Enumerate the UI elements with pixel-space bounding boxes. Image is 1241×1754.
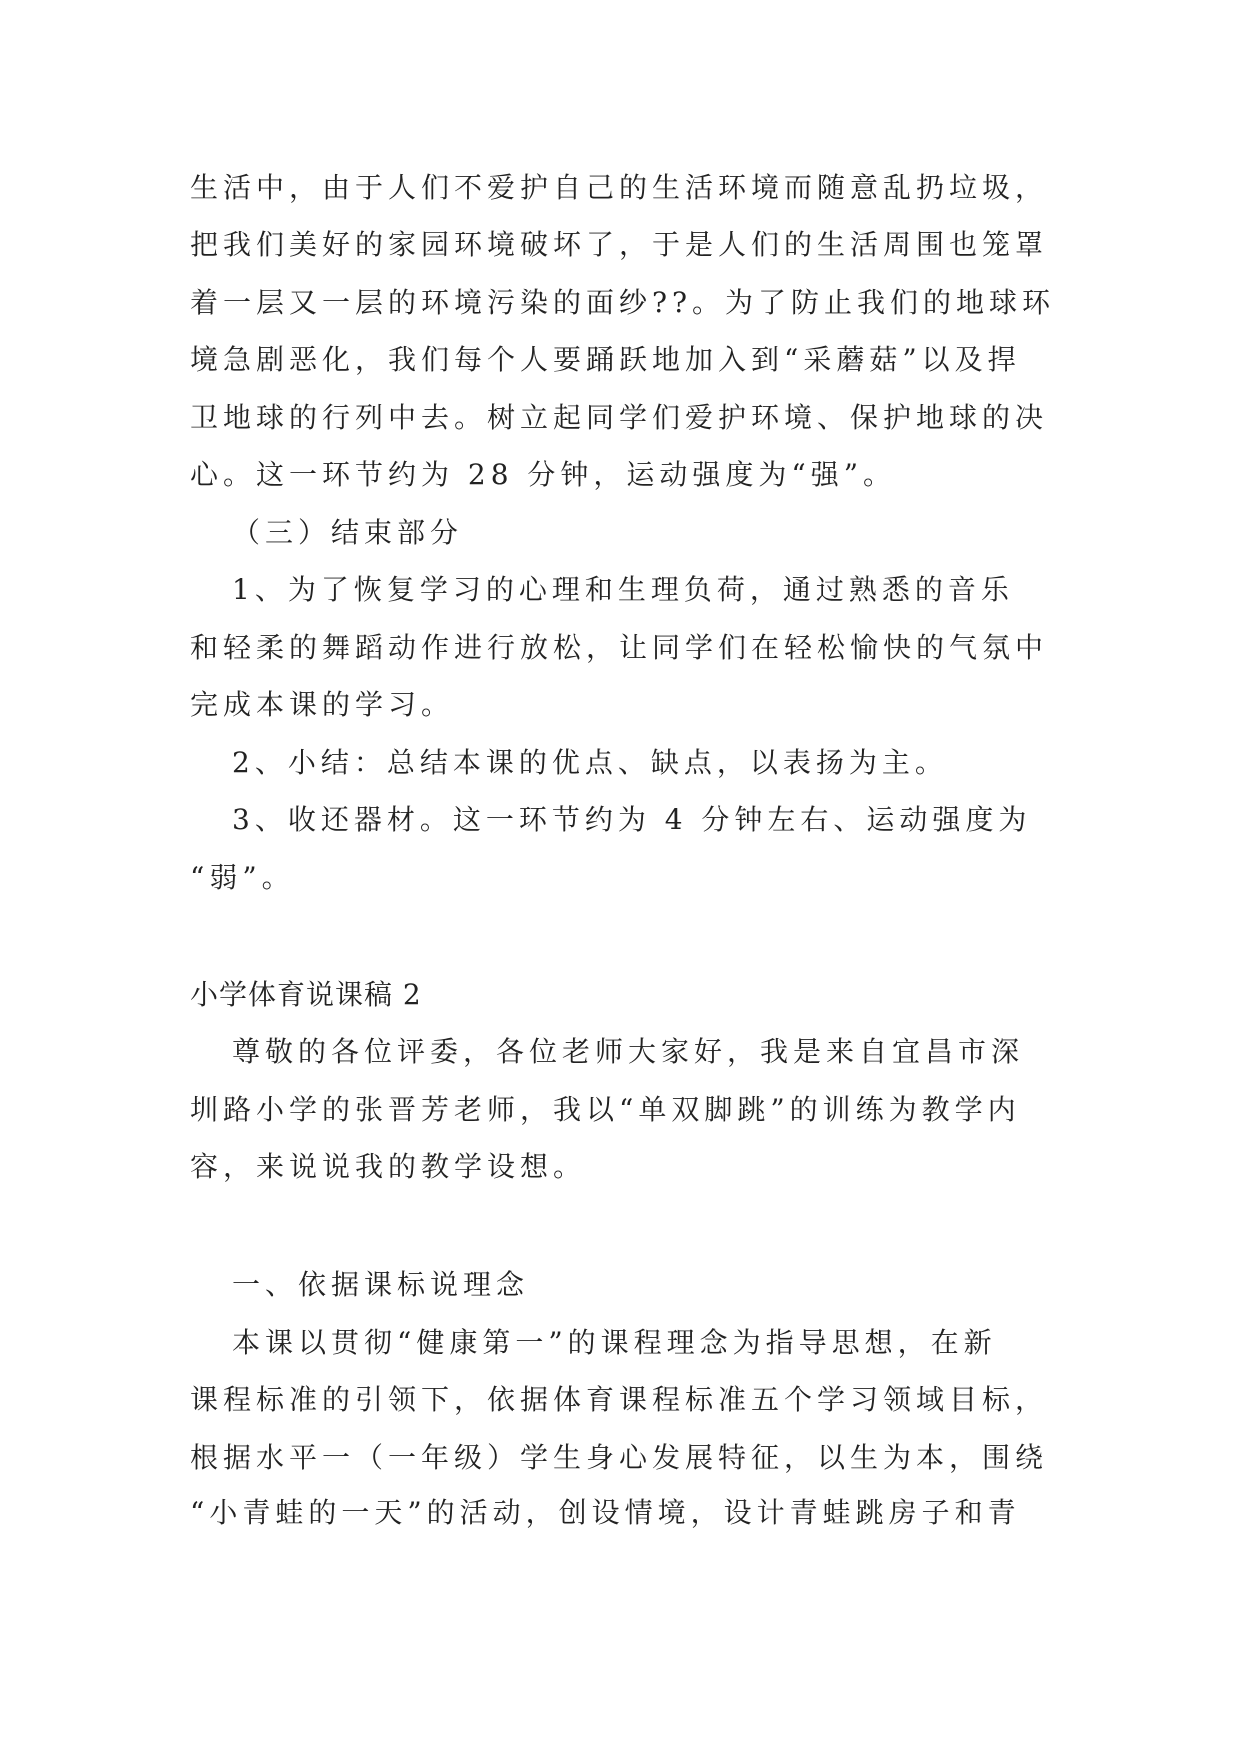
document-title: 小学体育说课稿 2 <box>190 978 422 1011</box>
paragraph-line: 卫地球的行列中去。树立起同学们爱护环境、保护地球的决 <box>190 401 1049 434</box>
paragraph-line: “弱”。 <box>190 861 295 894</box>
paragraph-line: 把我们美好的家园环境破坏了，于是人们的生活周围也笼罩 <box>190 228 1049 261</box>
paragraph-line: 完成本课的学习。 <box>190 688 455 721</box>
paragraph-line: 根据水平一（一年级）学生身心发展特征，以生为本，围绕 <box>190 1441 1049 1474</box>
paragraph-line: 课程标准的引领下，依据体育课程标准五个学习领域目标， <box>190 1383 1049 1416</box>
paragraph-line: 生活中，由于人们不爱护自己的生活环境而随意乱扔垃圾， <box>190 171 1049 204</box>
paragraph-line: 和轻柔的舞蹈动作进行放松，让同学们在轻松愉快的气氛中 <box>190 631 1049 664</box>
paragraph-line: 着一层又一层的环境污染的面纱??。为了防止我们的地球环 <box>190 286 1056 319</box>
section-heading: （三）结束部分 <box>232 516 464 549</box>
paragraph-line: 3、收还器材。这一环节约为 4 分钟左右、运动强度为 <box>232 803 1032 836</box>
paragraph-line: “小青蛙的一天”的活动，创设情境，设计青蛙跳房子和青 <box>190 1496 1021 1529</box>
paragraph-line: 圳路小学的张晋芳老师，我以“单双脚跳”的训练为教学内 <box>190 1093 1021 1126</box>
paragraph-line: 1、为了恢复学习的心理和生理负荷，通过熟悉的音乐 <box>232 573 1014 606</box>
paragraph-line: 容，来说说我的教学设想。 <box>190 1150 587 1183</box>
paragraph-line: 2、小结：总结本课的优点、缺点，以表扬为主。 <box>232 746 948 779</box>
paragraph-line: 本课以贯彻“健康第一”的课程理念为指导思想，在新 <box>232 1326 997 1359</box>
paragraph-line: 心。这一环节约为 28 分钟，运动强度为“强”。 <box>190 458 897 491</box>
paragraph-line: 尊敬的各位评委，各位老师大家好，我是来自宜昌市深 <box>232 1035 1025 1068</box>
section-heading: 一、依据课标说理念 <box>232 1268 530 1301</box>
paragraph-line: 境急剧恶化，我们每个人要踊跃地加入到“采蘑菇”以及捍 <box>190 343 1021 376</box>
